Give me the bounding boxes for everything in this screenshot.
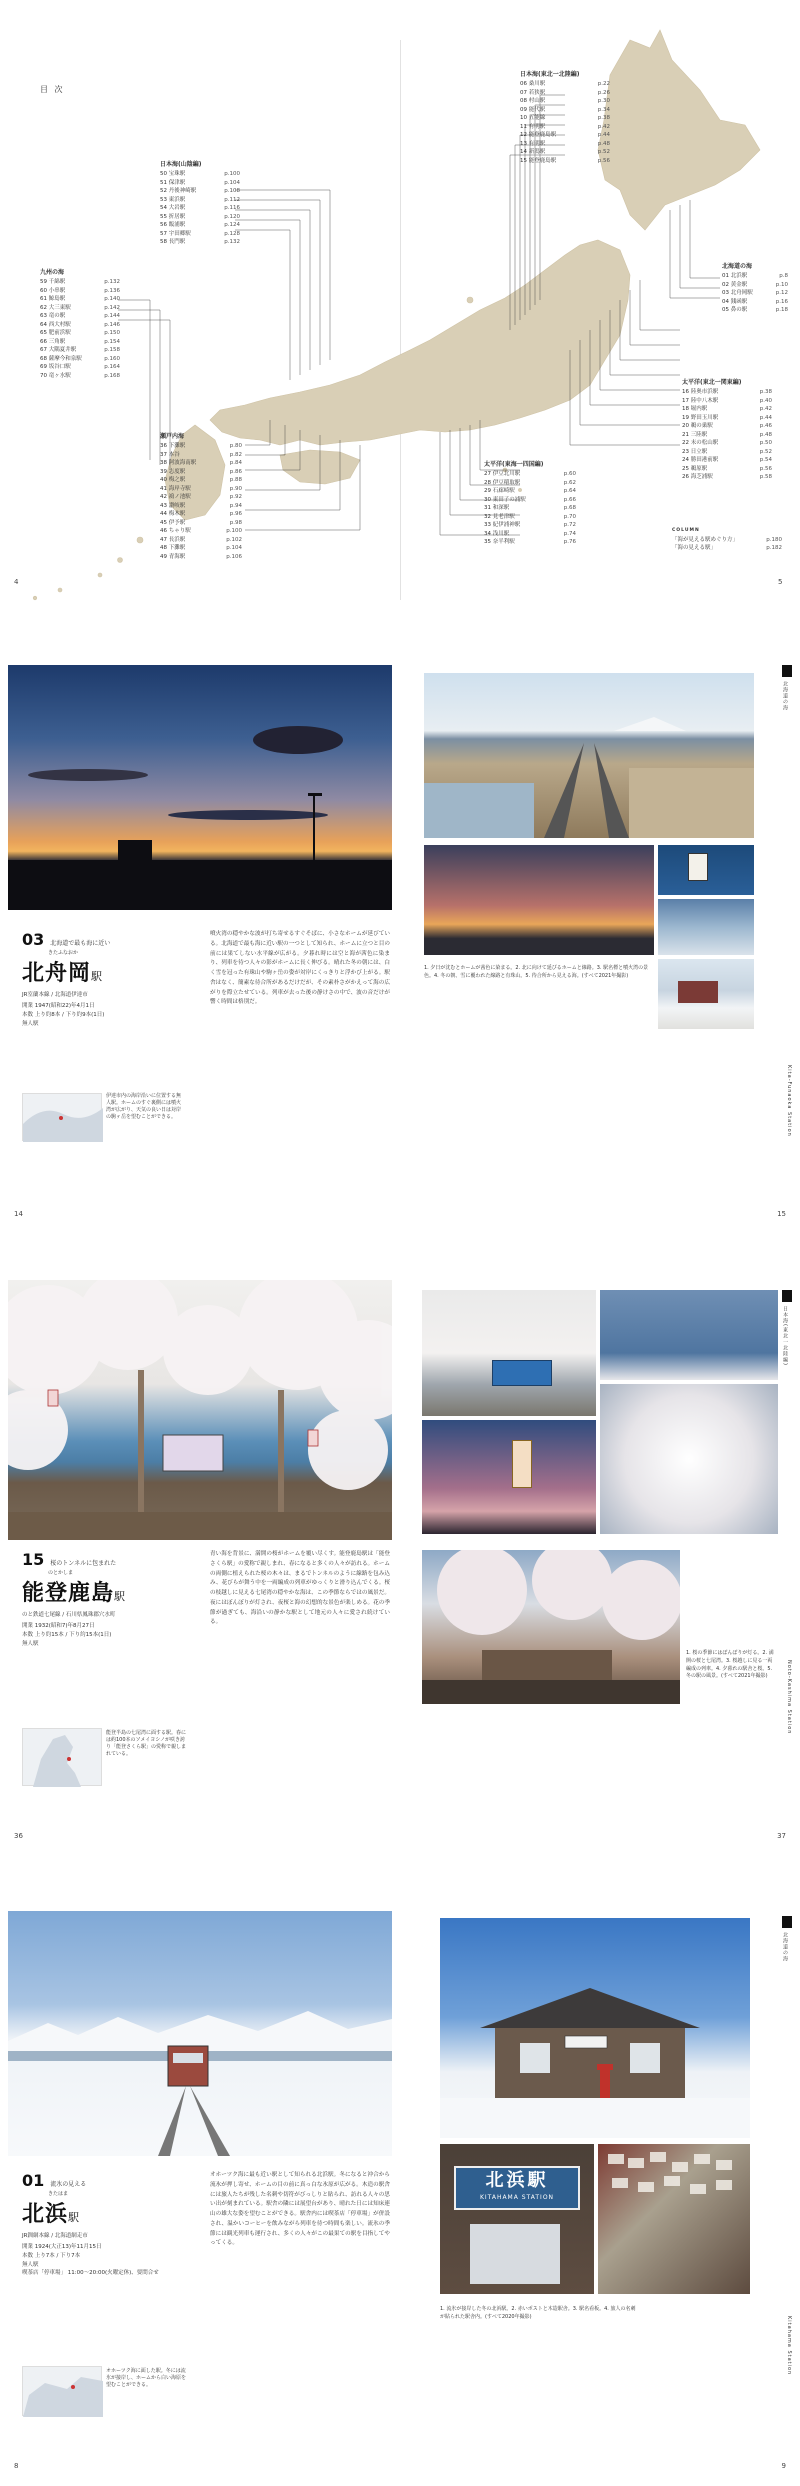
station-spread-kitafunaoka — [0, 625, 800, 1235]
toc-entry[interactable]: 48 下灘駅 p.104 — [160, 545, 242, 552]
photo-snow-shapes — [8, 1911, 392, 2156]
toc-entry[interactable]: 16 陸奥市浜駅 p.38 — [682, 389, 772, 396]
toc-entry[interactable]: 70 竜ヶ水駅 p.168 — [40, 372, 120, 379]
toc-entry[interactable]: 04 銭函駅 p.16 — [722, 298, 788, 305]
chapter-tab — [782, 665, 792, 711]
station-tagline: 桜のトンネルに包まれた — [50, 1560, 117, 1567]
toc-entry[interactable]: 60 小串駅 p.136 — [40, 287, 120, 294]
chapter-tab-marker — [782, 1916, 792, 1928]
toc-entry[interactable]: 24 勝田港前駅 p.54 — [682, 457, 772, 464]
photo-captions: 1. 桜の季節にはぼんぼりが灯る。2. 満開の桜と七尾湾。3. 桜越しに見る一両編成の列車。4. 夕暮れの駅舎と桜。5. 冬の駅の風景。(すべて2021年撮影) — [686, 1650, 774, 1680]
locator-map-shape — [23, 1729, 103, 1787]
photo-snow-train — [8, 1911, 392, 2156]
toc-entry[interactable]: 47 長浜駅 p.102 — [160, 536, 242, 543]
photo-blossom-closeup — [600, 1384, 778, 1534]
toc-entry[interactable]: 64 西大村駅 p.146 — [40, 321, 120, 328]
page-number-right: 5 — [778, 578, 783, 586]
right-page — [400, 625, 800, 1235]
toc-entry[interactable]: 23 日立駅 p.52 — [682, 448, 772, 455]
toc-entry[interactable]: 53 東浜駅 p.112 — [160, 196, 240, 203]
right-page — [400, 1250, 800, 1860]
toc-entry[interactable]: 02 黄金駅 p.10 — [722, 281, 788, 288]
toc-entry[interactable]: 50 宝珠駅 p.100 — [160, 171, 240, 178]
toc-entry[interactable]: 44 梅木駅 p.96 — [160, 511, 242, 518]
station-roman-name: Kitahama Station — [786, 2316, 792, 2376]
photo-platform-mountain — [424, 673, 754, 838]
station-body: 噴火湾の穏やかな波が打ち寄せるすぐそばに、小さなホームが延びている。北海道で最も海に近い駅の一つとして知られ、ホームに立つと目の前には果てしない水平線が広がる。夕暮れ時には空と海が茜色に染まり、列車を待つ人々の影がホームに長く伸びる。晴れた冬の朝には、白く雪を冠った有珠山や駒ヶ岳の姿が対岸にくっきりと浮かび上がる。駅舎はなく、簡素な待合所があるだけだが、その素朴さがかえって海の広がりを際立たせている。列車が去った後の静けさの中で、波の音だけが響く時間は格別だ。 — [210, 931, 390, 1006]
toc-entry[interactable]: 09 能代駅 p.34 — [520, 106, 610, 113]
page-number-right: 9 — [781, 2462, 786, 2470]
photo-sunset-platform — [8, 665, 392, 910]
photo-building-shapes — [440, 1918, 750, 2138]
train-icon — [492, 1360, 552, 1386]
region-title: 太平洋(東海一四国編) — [484, 461, 544, 468]
station-line: JR釧網本線 / 北海道網走市 — [22, 2233, 88, 2239]
station-line: JR室蘭本線 / 北海道伊達市 — [22, 992, 88, 998]
locator-map-shape — [23, 2367, 103, 2417]
toc-entry[interactable]: 69 坂谷口駅 p.164 — [40, 364, 120, 371]
toc-entry[interactable]: 28 伊豆稲取駅 p.62 — [484, 479, 576, 486]
chapter-tab-marker — [782, 1290, 792, 1302]
toc-entry[interactable]: 26 海芝浦駅 p.58 — [682, 474, 772, 481]
region-setonaikai — [160, 432, 242, 562]
toc-entry[interactable]: 41 海岸寺駅 p.90 — [160, 485, 242, 492]
toc-entry[interactable]: 03 北舟岡駅 p.12 — [722, 290, 788, 297]
toc-column — [672, 528, 782, 553]
station-name: 北舟岡駅 — [22, 960, 104, 986]
station-facts: 開業 1932(昭和7)年8月27日 本数 上り約15本 / 下り約15本(1日) 無人駅 — [22, 1623, 112, 1647]
toc-entry[interactable]: 37 本谷 p.82 — [160, 451, 242, 458]
toc-entry[interactable]: 30 東田子の浦駅 p.66 — [484, 496, 576, 503]
locator-map — [22, 2366, 102, 2416]
toc-entry[interactable]: 51 保津駅 p.104 — [160, 179, 240, 186]
toc-title: 目 次 — [40, 85, 65, 94]
toc-entry[interactable]: 49 青海駅 p.106 — [160, 554, 242, 560]
chapter-label: 北海道の海 — [782, 681, 788, 711]
toc-entry[interactable]: 19 野田玉川駅 p.44 — [682, 414, 772, 421]
photo-station-shapes — [422, 1550, 680, 1704]
station-building-icon — [678, 981, 718, 1003]
photo-sea-blossom — [600, 1290, 778, 1380]
station-reading: きたはま — [48, 2191, 69, 2197]
japan-map — [0, 0, 800, 610]
station-body: オホーツク海に最も近い駅として知られる北浜駅。冬になると沖合から流氷が押し寄せ、ホームの目の前に真っ白な氷原が広がる。木造の駅舎には旅人たちが残した名刺や切符がびっしりと貼られ、訪れる人々の思い出が刻まれている。駅舎の隣には展望台があり、晴れた日には知床連山の雄大な姿を望むことができる。駅舎内には喫茶店「停車場」が併設され、温かいコーヒーを飲みながら列車を待つ時間も楽しい。流氷の季節には観光列車も運行され、多くの人々がこの最果ての駅を目指してやってくる。 — [210, 2172, 390, 2247]
photo-cherry-blossom — [8, 1280, 392, 1540]
region-nihonkai-sanin — [160, 160, 240, 247]
locator-map-shape — [23, 1094, 103, 1142]
toc-entry[interactable]: 27 伊豆北川駅 p.60 — [484, 471, 576, 478]
station-number: 01 — [22, 2171, 45, 2190]
region-title: 太平洋(東北一関東編) — [682, 379, 742, 386]
photo-captions: 1. 夕日が沈むとホームが茜色に染まる。2. 北に向けて延びるホームと線路。3. 駅名標と噴火湾の景色。4. 冬の朝、雪に覆われた線路と有珠山。5. 待合所から見える海。(すべて2021年撮影) — [424, 965, 649, 979]
region-taiheiyo-tohoku — [682, 378, 772, 482]
toc-entry[interactable]: 35 奈半利駅 p.76 — [484, 539, 576, 546]
photo-lantern-dusk — [422, 1420, 596, 1534]
chapter-tab-marker — [782, 665, 792, 677]
station-facts: 開業 1947(昭和22)年4月1日 本数 上り約8本 / 下り約9本(1日) 無人駅 — [22, 1003, 105, 1027]
station-line: のと鉄道七尾線 / 石川県鳳珠郡穴水町 — [22, 1612, 116, 1618]
locator-map — [22, 1093, 102, 1141]
toc-entry[interactable]: 55 折居駅 p.120 — [160, 213, 240, 220]
map-note: オホーツク海に面した駅。冬には流氷が接岸し、ホームから白い海原を望むことができる。 — [106, 2368, 187, 2388]
station-title-block — [22, 1550, 202, 1648]
map-note: 伊達市内の海岸沿いに位置する無人駅。ホームのすぐ裏側には噴火湾が広がり、天気の良い日は対岸の駒ヶ岳を望むことができる。 — [106, 1093, 182, 1120]
station-reading: きたふなおか — [48, 950, 79, 956]
toc-entry[interactable]: 01 北浜駅 p.8 — [722, 273, 788, 280]
toc-entry[interactable]: 38 阿波海南駅 p.84 — [160, 460, 242, 467]
toc-entry[interactable]: 05 鼻の駅 p.18 — [722, 307, 788, 314]
station-body: 青い海を背景に、満開の桜がホームを覆い尽くす。能登鹿島駅は「能登さくら駅」の愛称で親しまれ、春になると多くの人々が訪れる。ホームの両側に植えられた桜の木々は、まるでトンネルのように線路を包み込み、花びらが舞う中を一両編成の列車がゆっくりと滑り込んでくる。桜の枝越しに見える七尾湾の穏やかな海は、この季節ならではの風景だ。夜にはぼんぼりが灯され、夜桜と海の幻想的な景色が楽しめる。花の季節が過ぎても、海沿いの静かな駅として地元の人々に愛され続けている。 — [210, 1551, 390, 1626]
region-title: 日本海(山陰編) — [160, 161, 202, 168]
chapter-label: 日本海(東北一北陸編) — [782, 1306, 788, 1366]
region-taiheiyo-tokai — [484, 460, 576, 547]
photo-station-evening — [422, 1550, 680, 1704]
toc-entry[interactable]: 11 有明駅 p.42 — [520, 123, 610, 130]
toc-entry[interactable]: 「海の見える駅」 p.182 — [672, 545, 782, 552]
chapter-tab — [782, 1916, 792, 1962]
station-number: 03 — [22, 930, 45, 949]
toc-entry[interactable]: 56 飯浦駅 p.124 — [160, 222, 240, 229]
left-page — [0, 1876, 400, 2486]
photo-captions: 1. 流氷が接岸した冬の北浜駅。2. 赤いポストと木造駅舎。3. 駅名看板。4. 旅人の名刺が貼られた駅舎内。(すべて2020年撮影) — [440, 2306, 636, 2320]
photo-station-building — [440, 1918, 750, 2138]
toc-entry[interactable]: 59 千綿駅 p.132 — [40, 279, 120, 286]
station-facts: 開業 1924(大正13)年11月15日 本数 上り7本 / 下り7本 無人駅 喫茶店「停車場」 11:00〜20:00(火曜定休)、要問合せ — [22, 2244, 159, 2277]
toc-entry[interactable]: 54 大岩駅 p.116 — [160, 205, 240, 212]
toc-entry[interactable]: 14 新潟駅 p.52 — [520, 149, 610, 156]
toc-entry[interactable]: 31 和深駅 p.68 — [484, 505, 576, 512]
toc-entry[interactable]: 22 末の松山駅 p.50 — [682, 440, 772, 447]
region-title: 日本海(東北一北陸編) — [520, 71, 580, 78]
locator-map — [22, 1728, 102, 1786]
toc-entry[interactable]: 33 紀伊浦神駅 p.72 — [484, 522, 576, 529]
region-title: 北海道の海 — [722, 263, 753, 270]
toc-entry[interactable]: 40 梅之駅 p.88 — [160, 477, 242, 484]
photo-cards-shapes — [598, 2144, 750, 2294]
region-title: 瀬戸内海 — [160, 433, 185, 440]
region-title: 九州の海 — [40, 269, 65, 276]
region-kyushu — [40, 268, 120, 380]
page-number-left: 4 — [14, 578, 19, 586]
station-tagline: 北海道で最も海に近い — [50, 940, 111, 947]
toc-entry[interactable]: 08 村山駅 p.30 — [520, 98, 610, 105]
photo-sign — [658, 845, 754, 895]
station-reading: のとかしま — [48, 1570, 74, 1576]
region-nihonkai-tohoku — [520, 70, 610, 165]
toc-entry[interactable]: 「海が見える駅めぐり方」 p.180 — [672, 536, 782, 543]
toc-entry[interactable]: 13 有明駅 p.48 — [520, 140, 610, 147]
toc-entry[interactable]: 52 丹後神崎駅 p.108 — [160, 188, 240, 195]
photo-silhouette — [8, 665, 392, 910]
station-spread-notokashima — [0, 1250, 800, 1860]
photo-station-sign — [440, 2144, 594, 2294]
chapter-tab — [782, 1290, 792, 1366]
toc-entry[interactable]: 43 讃岐駅 p.94 — [160, 502, 242, 509]
toc-entry[interactable]: 65 肥前浜駅 p.150 — [40, 330, 120, 337]
toc-entry[interactable]: 15 能登鹿島駅 p.56 — [520, 157, 610, 164]
left-page — [0, 625, 400, 1235]
right-page — [400, 1876, 800, 2486]
toc-entry[interactable]: 29 石廊崎駅 p.64 — [484, 488, 576, 495]
toc-entry[interactable]: 06 桑川駅 p.22 — [520, 81, 610, 88]
chapter-label: 北海道の海 — [782, 1932, 788, 1962]
toc-entry[interactable]: 12 能登鹿島駅 p.44 — [520, 132, 610, 139]
photo-tracks — [424, 673, 754, 838]
station-sign-roman: KITAHAMA STATION — [479, 2194, 555, 2201]
page-number-left: 8 — [14, 2462, 19, 2470]
toc-entry[interactable]: 17 陸中八木駅 p.40 — [682, 397, 772, 404]
station-roman-name: Noto-Kashima Station — [786, 1660, 792, 1735]
toc-entry[interactable]: 63 竜の駅 p.144 — [40, 313, 120, 320]
toc-entry[interactable]: 45 伊予駅 p.98 — [160, 519, 242, 526]
photo-sunset-sea — [424, 845, 654, 955]
photo-winter-track — [658, 899, 754, 955]
map-note: 能登半島の七尾湾に面する駅。春には約100本のソメイヨシノが咲き誇り「能登さくら駅」の愛称で親しまれている。 — [106, 1730, 187, 1757]
toc-entry[interactable]: 57 宇田郷駅 p.128 — [160, 230, 240, 237]
region-hokkaido — [722, 262, 788, 315]
station-name: 能登鹿島駅 — [22, 1580, 127, 1606]
page-number-right: 37 — [777, 1832, 786, 1840]
page-number-left: 14 — [14, 1210, 23, 1218]
photo-snow-platform — [658, 959, 754, 1029]
station-name: 北浜駅 — [22, 2201, 81, 2227]
photo-train-blossom — [422, 1290, 596, 1416]
left-page — [0, 1250, 400, 1860]
toc-entry[interactable]: 58 長門駅 p.132 — [160, 239, 240, 246]
station-roman-name: Kita-Funaoka Station — [786, 1065, 792, 1137]
station-sign-text: 北浜駅 — [485, 2170, 549, 2191]
toc-entry[interactable]: 66 三角駅 p.154 — [40, 338, 120, 345]
toc-entry[interactable]: 10 五能線 p.38 — [520, 115, 610, 122]
toc-entry[interactable]: 07 若狭駅 p.26 — [520, 89, 610, 96]
page-number-left: 36 — [14, 1832, 23, 1840]
station-sign-board — [454, 2166, 580, 2210]
station-spread-kitahama — [0, 1876, 800, 2486]
toc-entry[interactable]: 25 鵜原駅 p.56 — [682, 465, 772, 472]
column-label: COLUMN — [672, 528, 700, 533]
toc-entry[interactable]: 62 大三東駅 p.142 — [40, 304, 120, 311]
toc-entry[interactable]: 42 鴻ノ池駅 p.92 — [160, 494, 242, 501]
toc-entry[interactable]: 32 見老津駅 p.70 — [484, 513, 576, 520]
toc-entry[interactable]: 61 鯨島駅 p.140 — [40, 296, 120, 303]
station-tagline: 流氷の見える — [50, 2181, 87, 2188]
toc-entry[interactable]: 18 堀内駅 p.42 — [682, 406, 772, 413]
station-title-block — [22, 2171, 202, 2278]
toc-entry[interactable]: 67 大隅夏井駅 p.158 — [40, 347, 120, 354]
lantern-icon — [512, 1440, 532, 1488]
toc-entry[interactable]: 68 薩摩今和泉駅 p.160 — [40, 355, 120, 362]
toc-entry[interactable]: 21 三陸駅 p.48 — [682, 431, 772, 438]
toc-entry[interactable]: 46 ちゃり駅 p.100 — [160, 528, 242, 535]
page-number-right: 15 — [777, 1210, 786, 1218]
station-number: 15 — [22, 1550, 45, 1569]
photo-blossom-shapes — [8, 1280, 392, 1540]
toc-spread — [0, 0, 800, 610]
station-title-block — [22, 930, 192, 1028]
toc-entry[interactable]: 20 鵜の巣駅 p.46 — [682, 423, 772, 430]
station-sign-icon — [688, 853, 708, 881]
station-window — [470, 2224, 560, 2284]
photo-interior-cards — [598, 2144, 750, 2294]
toc-entry[interactable]: 39 志度駅 p.86 — [160, 468, 242, 475]
toc-entry[interactable]: 36 下灘駅 p.80 — [160, 443, 242, 450]
toc-entry[interactable]: 34 浅川駅 p.74 — [484, 530, 576, 537]
